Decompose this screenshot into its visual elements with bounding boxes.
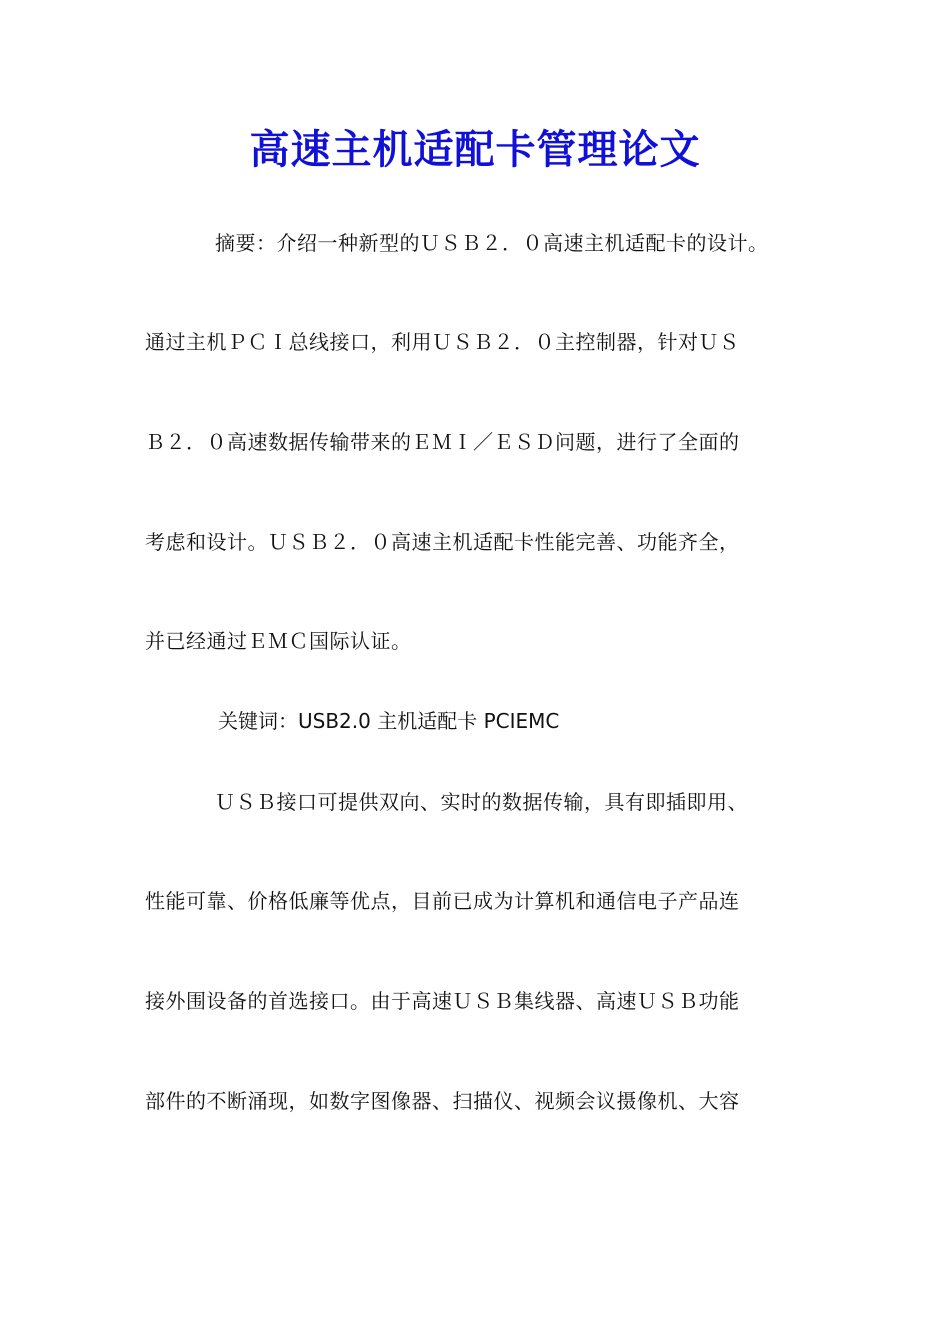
keywords-line: 关键词：USB2.0 主机适配卡 PCIEMC [218,709,560,733]
body-line-4: 部件的不断涌现，如数字图像器、扫描仪、视频会议摄像机、大容 [145,1089,740,1113]
abstract-line-1: 摘要：介绍一种新型的ＵＳＢ２．０高速主机适配卡的设计。 [215,231,769,255]
body-line-3: 接外围设备的首选接口。由于高速ＵＳＢ集线器、高速ＵＳＢ功能 [145,989,740,1013]
abstract-line-2: 通过主机ＰＣＩ总线接口，利用ＵＳＢ２．０主控制器，针对ＵＳ [145,330,740,354]
body-line-1: ＵＳＢ接口可提供双向、实时的数据传输，具有即插即用、 [215,790,748,814]
abstract-line-3: Ｂ２．０高速数据传输带来的ＥＭＩ／ＥＳＤ问题，进行了全面的 [145,430,740,454]
abstract-line-5: 并已经通过ＥＭＣ国际认证。 [145,629,412,653]
document-title: 高速主机适配卡管理论文 [249,126,701,173]
abstract-line-4: 考虑和设计。ＵＳＢ２．０高速主机适配卡性能完善、功能齐全， [145,530,740,554]
body-line-2: 性能可靠、价格低廉等优点，目前已成为计算机和通信电子产品连 [145,889,740,913]
